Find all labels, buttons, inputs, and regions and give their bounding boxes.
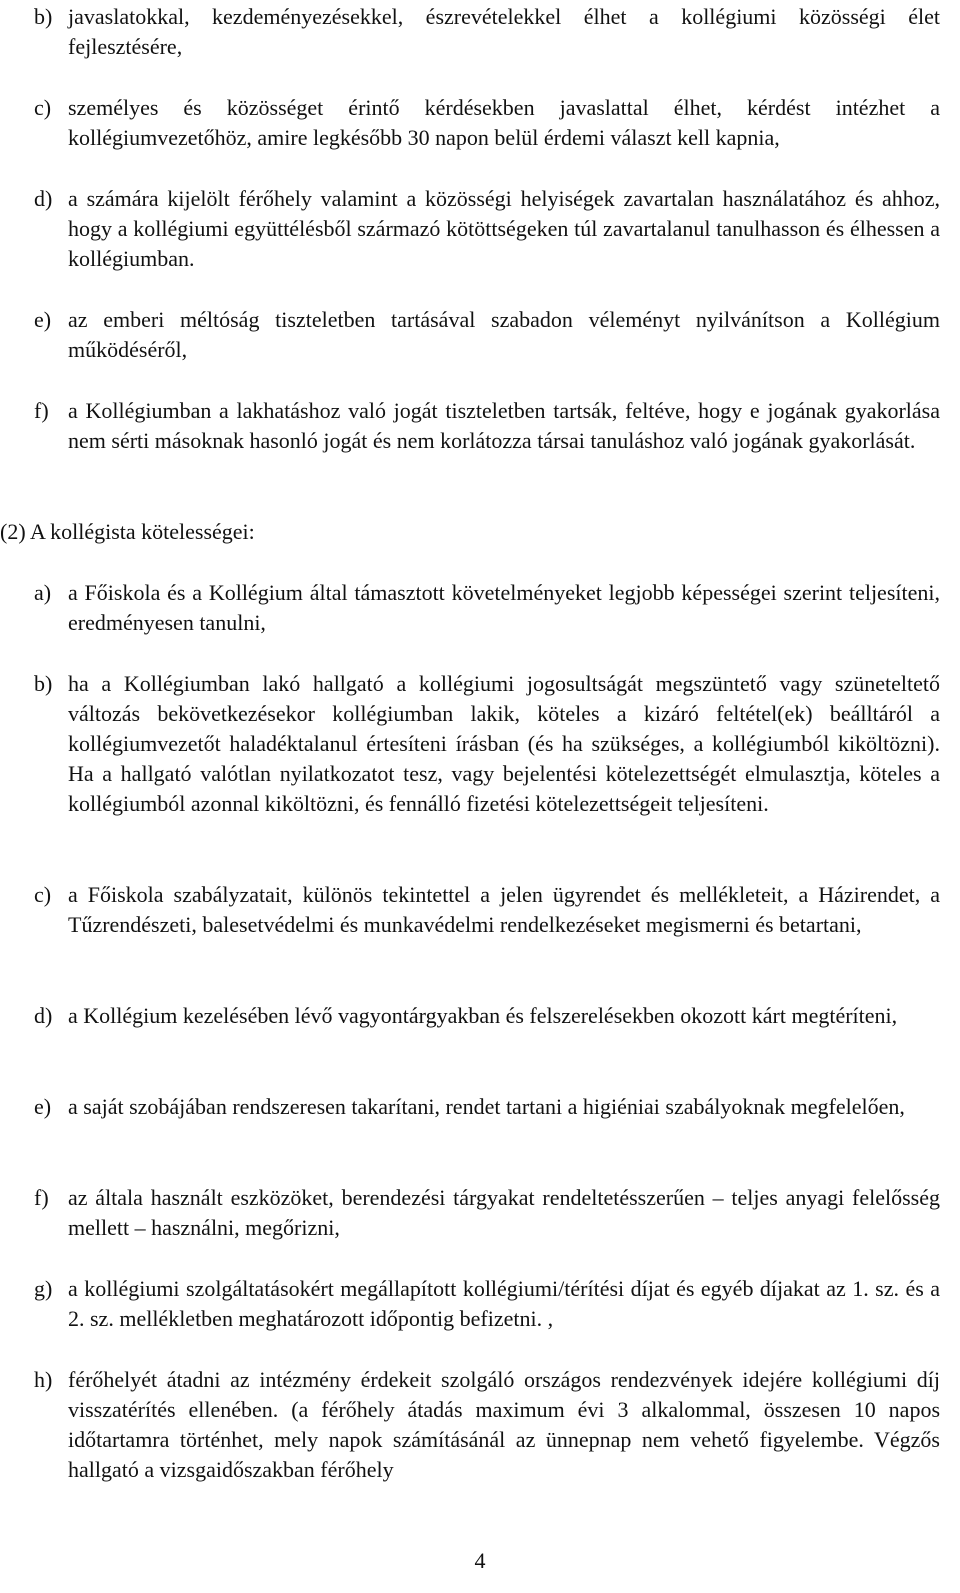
list-item-b <box>34 2 940 62</box>
list-item-label: g) <box>34 1276 53 1301</box>
list-item-text: az általa használt eszközöket, berendezési tárgyakat rendeltetésszerűen – teljes anyagi felelősség mellett – használni, megőrizni, <box>68 1185 940 1240</box>
list-item-label: b) <box>34 4 53 29</box>
list-item-text: ha a Kollégiumban lakó hallgató a kollégiumi jogosultságát megszüntető vagy szüneteltető változás bekövetkezésekor kollégiumban lakik, köteles a kizáró feltétel(ek) beálltáról a kollégiumvezetőt haladéktalanul értesíteni írásban (és ha szükséges, a kollégiumból kiköltözni). Ha a hallgató valótlan nyilatkozatot tesz, vagy bejelentési kötelezettségét elmulasztja, köteles a kollégiumból azonnal kiköltözni, és fennálló fizetési kötelezettségeit teljesíteni. <box>68 671 940 816</box>
obligation-item-g <box>34 1274 940 1334</box>
list-item-label: a) <box>34 580 52 605</box>
list-item-text: a Főiskola és a Kollégium által támasztott követelményeket legjobb képességei szerint teljesíteni, eredményesen tanulni, <box>68 580 940 635</box>
list-item-e <box>34 305 940 365</box>
list-item-f <box>34 396 940 456</box>
list-item-label: e) <box>34 1094 52 1119</box>
list-item-label: d) <box>34 186 53 211</box>
list-item-label: b) <box>34 671 53 696</box>
list-item-label: f) <box>34 398 49 423</box>
list-item-text: a saját szobájában rendszeresen takarítani, rendet tartani a higiéniai szabályoknak megfelelően, <box>68 1094 905 1119</box>
obligation-item-h <box>34 1365 940 1485</box>
obligation-item-c <box>34 880 940 940</box>
list-item-text: a Kollégiumban a lakhatáshoz való jogát tiszteletben tartsák, feltéve, hogy e jogának gyakorlása nem sérti másoknak hasonló jogát és nem korlátozza társai tanuláshoz való jogának gyakorlását. <box>68 398 940 453</box>
list-item-label: c) <box>34 882 52 907</box>
obligation-item-f <box>34 1183 940 1243</box>
list-item-text: javaslatokkal, kezdeményezésekkel, észrevételekkel élhet a kollégiumi közösségi élet fejlesztésére, <box>68 4 940 59</box>
obligation-item-e <box>34 1092 940 1122</box>
list-item-text: a kollégiumi szolgáltatásokért megállapított kollégiumi/térítési díjat és egyéb díjakat az 1. sz. és a 2. sz. mellékletben meghatározott időpontig befizetni. , <box>68 1276 940 1331</box>
list-item-text: a Kollégium kezelésében lévő vagyontárgyakban és felszerelésekben okozott kárt megtéríteni, <box>68 1003 898 1028</box>
list-item-label: d) <box>34 1003 53 1028</box>
list-item-text: férőhelyét átadni az intézmény érdekeit szolgáló országos rendezvények idejére kollégiumi díj visszatérítés ellenében. (a férőhely átadás maximum évi 3 alkalommal, összesen 10 napos időtartamra történhet, mely napok számításánál az ünnepnap nem vehető figyelembe. Végzős hallgató a vizsgaidőszakban férőhely <box>68 1367 940 1482</box>
list-item-text: a Főiskola szabályzatait, különös tekintettel a jelen ügyrendet és mellékleteit, a Házirendet, a Tűzrendészeti, balesetvédelmi és munkavédelmi rendelkezéseket megismerni és betartani, <box>68 882 940 937</box>
list-item-label: e) <box>34 307 52 332</box>
list-item-label: c) <box>34 95 52 120</box>
list-item-d <box>34 184 940 274</box>
list-item-label: h) <box>34 1367 53 1392</box>
section-heading: (2) A kollégista kötelességei: <box>0 519 255 544</box>
page-number: 4 <box>474 1548 486 1573</box>
list-item-text: az emberi méltóság tiszteletben tartásával szabadon véleményt nyilvánítson a Kollégium működéséről, <box>68 307 940 362</box>
obligation-item-d <box>34 1001 940 1031</box>
obligation-item-b <box>34 669 940 819</box>
obligation-item-a <box>34 578 940 638</box>
list-item-text: személyes és közösséget érintő kérdésekben javaslattal élhet, kérdést intézhet a kollégiumvezetőhöz, amire legkésőbb 30 napon belül érdemi választ kell kapnia, <box>68 95 940 150</box>
list-item-c <box>34 93 940 153</box>
list-item-text: a számára kijelölt férőhely valamint a közösségi helyiségek zavartalan használatához és ahhoz, hogy a kollégiumi együttélésből származó kötöttségeken túl zavartalanul tanulhasson és élhessen a kollégiumban. <box>68 186 940 271</box>
list-item-label: f) <box>34 1185 49 1210</box>
